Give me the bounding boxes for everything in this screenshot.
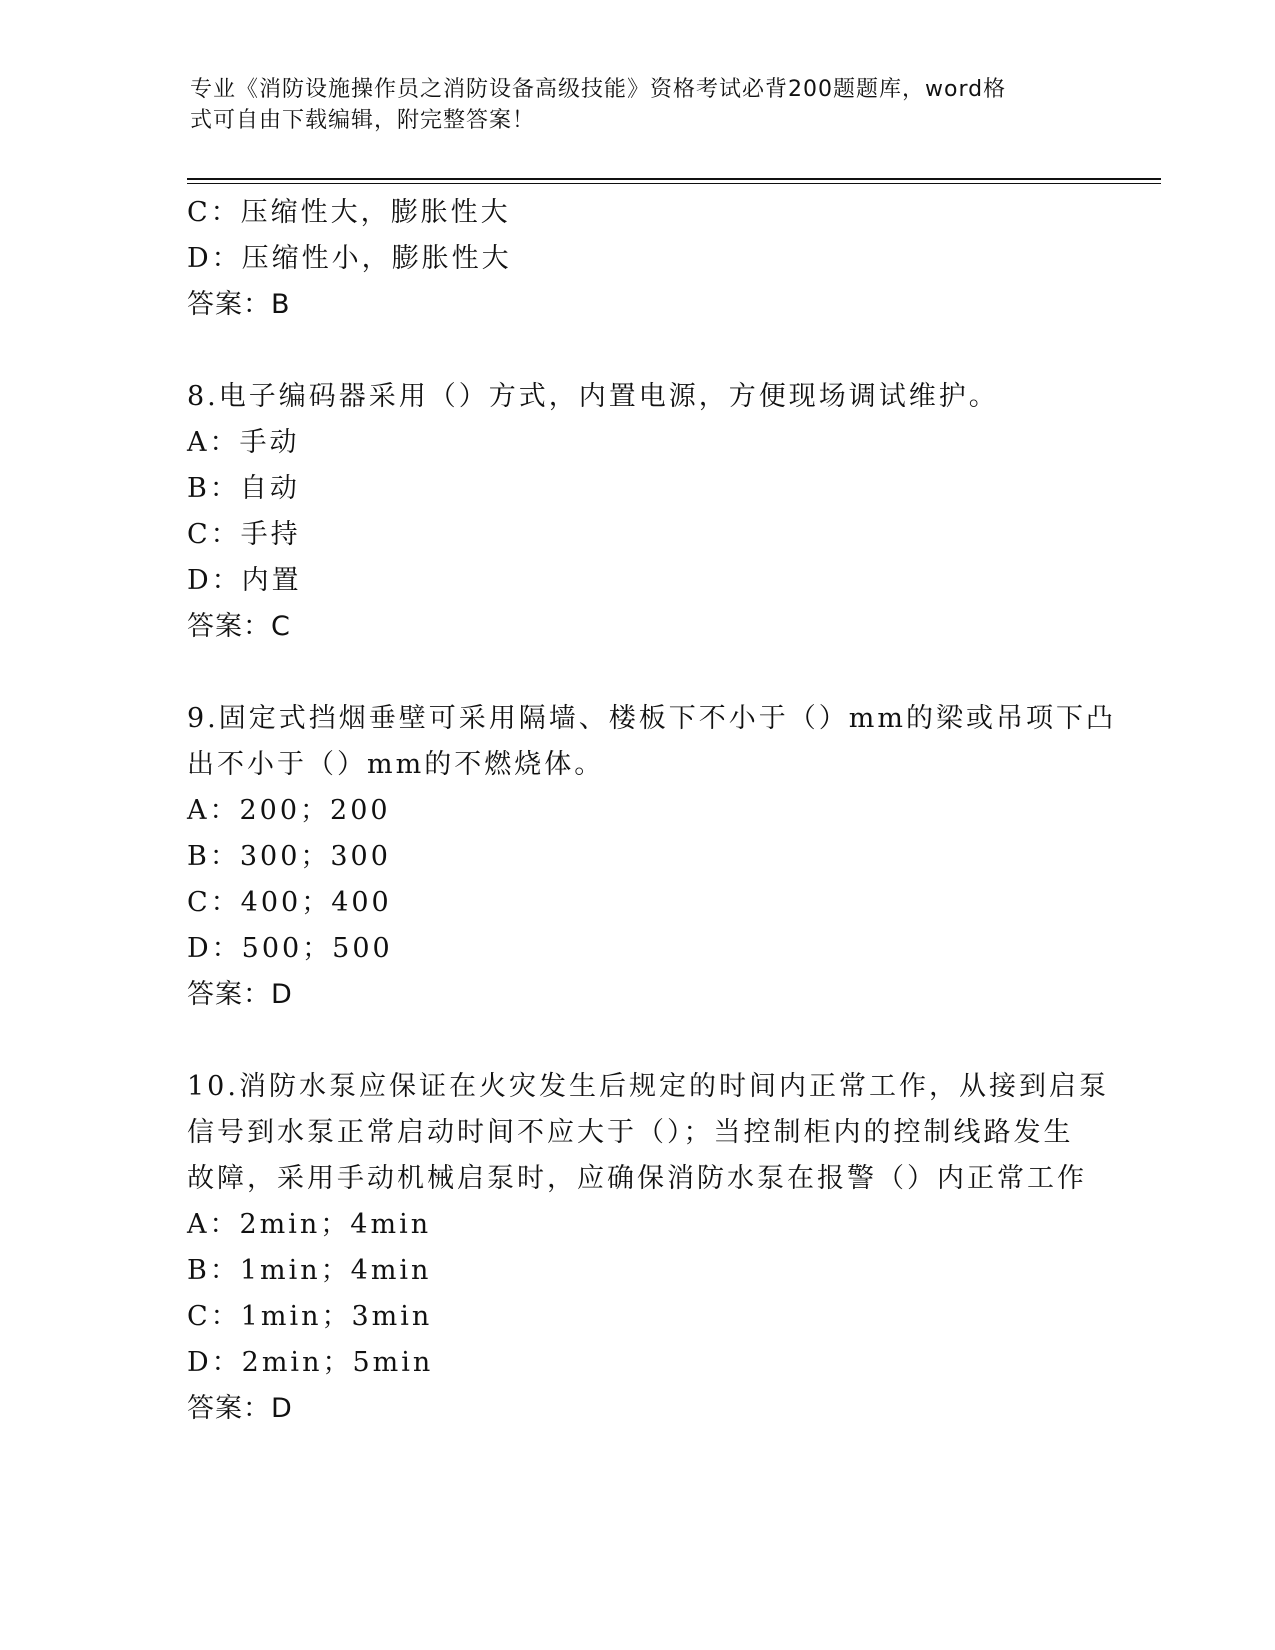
question-10-stem-line-1: 10.消防水泵应保证在火灾发生后规定的时间内正常工作，从接到启泵	[187, 1071, 1109, 1102]
question-8-stem: 8.电子编码器采用（）方式，内置电源，方便现场调试维护。	[187, 381, 999, 412]
question-9-option-b: B：300；300	[187, 841, 391, 872]
header-rule-thick	[187, 178, 1161, 180]
question-10-option-d: D：2min；5min	[187, 1347, 434, 1378]
question-10-option-b: B：1min；4min	[187, 1255, 432, 1286]
header-line-2: 式可自由下载编辑，附完整答案！	[190, 108, 536, 133]
question-8-option-b: B：自动	[187, 473, 300, 504]
question-9-option-c: C：400；400	[187, 887, 392, 918]
question-8-option-d: D：内置	[187, 565, 302, 596]
question-list	[187, 190, 1116, 1432]
answer: 答案：B	[187, 289, 291, 320]
header-line-1: 专业《消防设施操作员之消防设备高级技能》资格考试必背200题题库，word格	[190, 77, 1007, 102]
option-c: C：压缩性大，膨胀性大	[187, 197, 511, 228]
question-10-answer: 答案：D	[187, 1393, 293, 1424]
question-9-option-d: D：500；500	[187, 933, 393, 964]
question-10-option-a: A：2min；4min	[187, 1209, 432, 1240]
question-8-option-c: C：手持	[187, 519, 301, 550]
question-9-stem-line-1: 9.固定式挡烟垂壁可采用隔墙、楼板下不小于（）mm的梁或吊项下凸	[187, 703, 1116, 734]
question-10-option-c: C：1min；3min	[187, 1301, 433, 1332]
question-9-stem-line-2: 出不小于（）mm的不燃烧体。	[187, 749, 605, 780]
document-header	[190, 74, 1090, 136]
question-9-answer: 答案：D	[187, 979, 293, 1010]
question-10-stem-line-3: 故障，采用手动机械启泵时，应确保消防水泵在报警（）内正常工作	[187, 1163, 1087, 1194]
question-10-stem-line-2: 信号到水泵正常启动时间不应大于（）；当控制柜内的控制线路发生	[187, 1117, 1074, 1148]
question-8-option-a: A：手动	[187, 427, 300, 458]
question-8-answer: 答案：C	[187, 611, 291, 642]
question-9-option-a: A：200；200	[187, 795, 391, 826]
header-rule-thin	[187, 183, 1161, 184]
option-d: D：压缩性小，膨胀性大	[187, 243, 512, 274]
